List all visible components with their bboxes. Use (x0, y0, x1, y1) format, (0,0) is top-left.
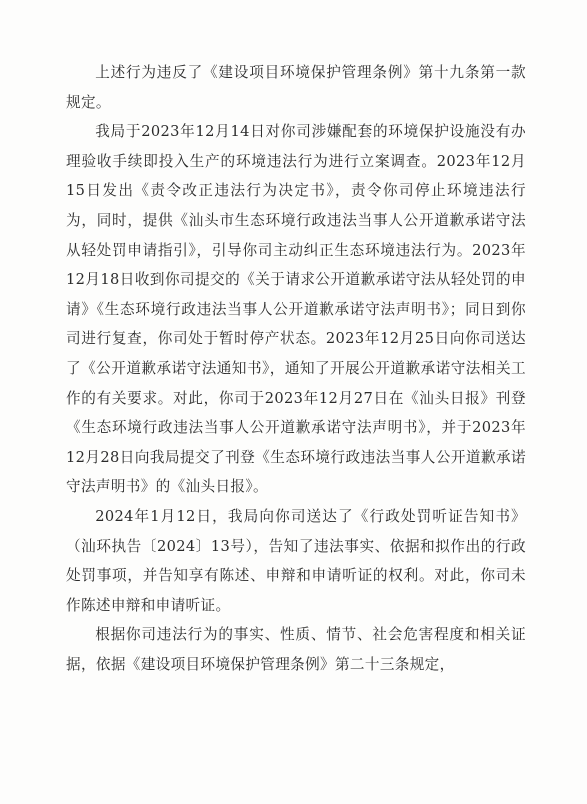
document-body (66, 58, 526, 679)
paragraph-hearing-notice: 2024年1月12日，我局向你司送达了《行政处罚听证告知书》（汕环执告〔2024〕13号），告知了违法事实、依据和拟作出的行政处罚事项，并告知享有陈述、申辩和申请听证的权利。对此，你司未作陈述申辩和申请听证。 (66, 507, 526, 614)
paragraph-penalty-basis: 根据你司违法行为的事实、性质、情节、社会危害程度和相关证据，依据《建设项目环境保护管理条例》第二十三条规定， (66, 626, 526, 673)
paragraph-investigation-history: 我局于2023年12月14日对你司涉嫌配套的环境保护设施没有办理验收手续即投入生产的环境违法行为进行立案调查。2023年12月15日发出《责令改正违法行为决定书》，责令你司停止环境违法行为，同时，提供《汕头市生态环境行政违法当事人公开道歉承诺守法从轻处罚申请指引》，引导你司主动纠正生态环境违法行为。2023年12月18日收到你司提交的《关于请求公开道歉承诺守法从轻处罚的申请》《生态环境行政违法当事人公开道歉承诺守法声明书》；同日到你司进行复查，你司处于暂时停产状态。2023年12月25日向你司送达了《公开道歉承诺守法通知书》，通知了开展公开道歉承诺守法相关工作的有关要求。对此，你司于2023年12月27日在《汕头日报》刊登《生态环境行政违法当事人公开道歉承诺守法声明书》，并于2023年12月28日向我局提交了刊登《生态环境行政违法当事人公开道歉承诺守法声明书》的《汕头日报》。 (66, 123, 526, 496)
paragraph-violation-basis: 上述行为违反了《建设项目环境保护管理条例》第十九条第一款规定。 (66, 64, 526, 111)
